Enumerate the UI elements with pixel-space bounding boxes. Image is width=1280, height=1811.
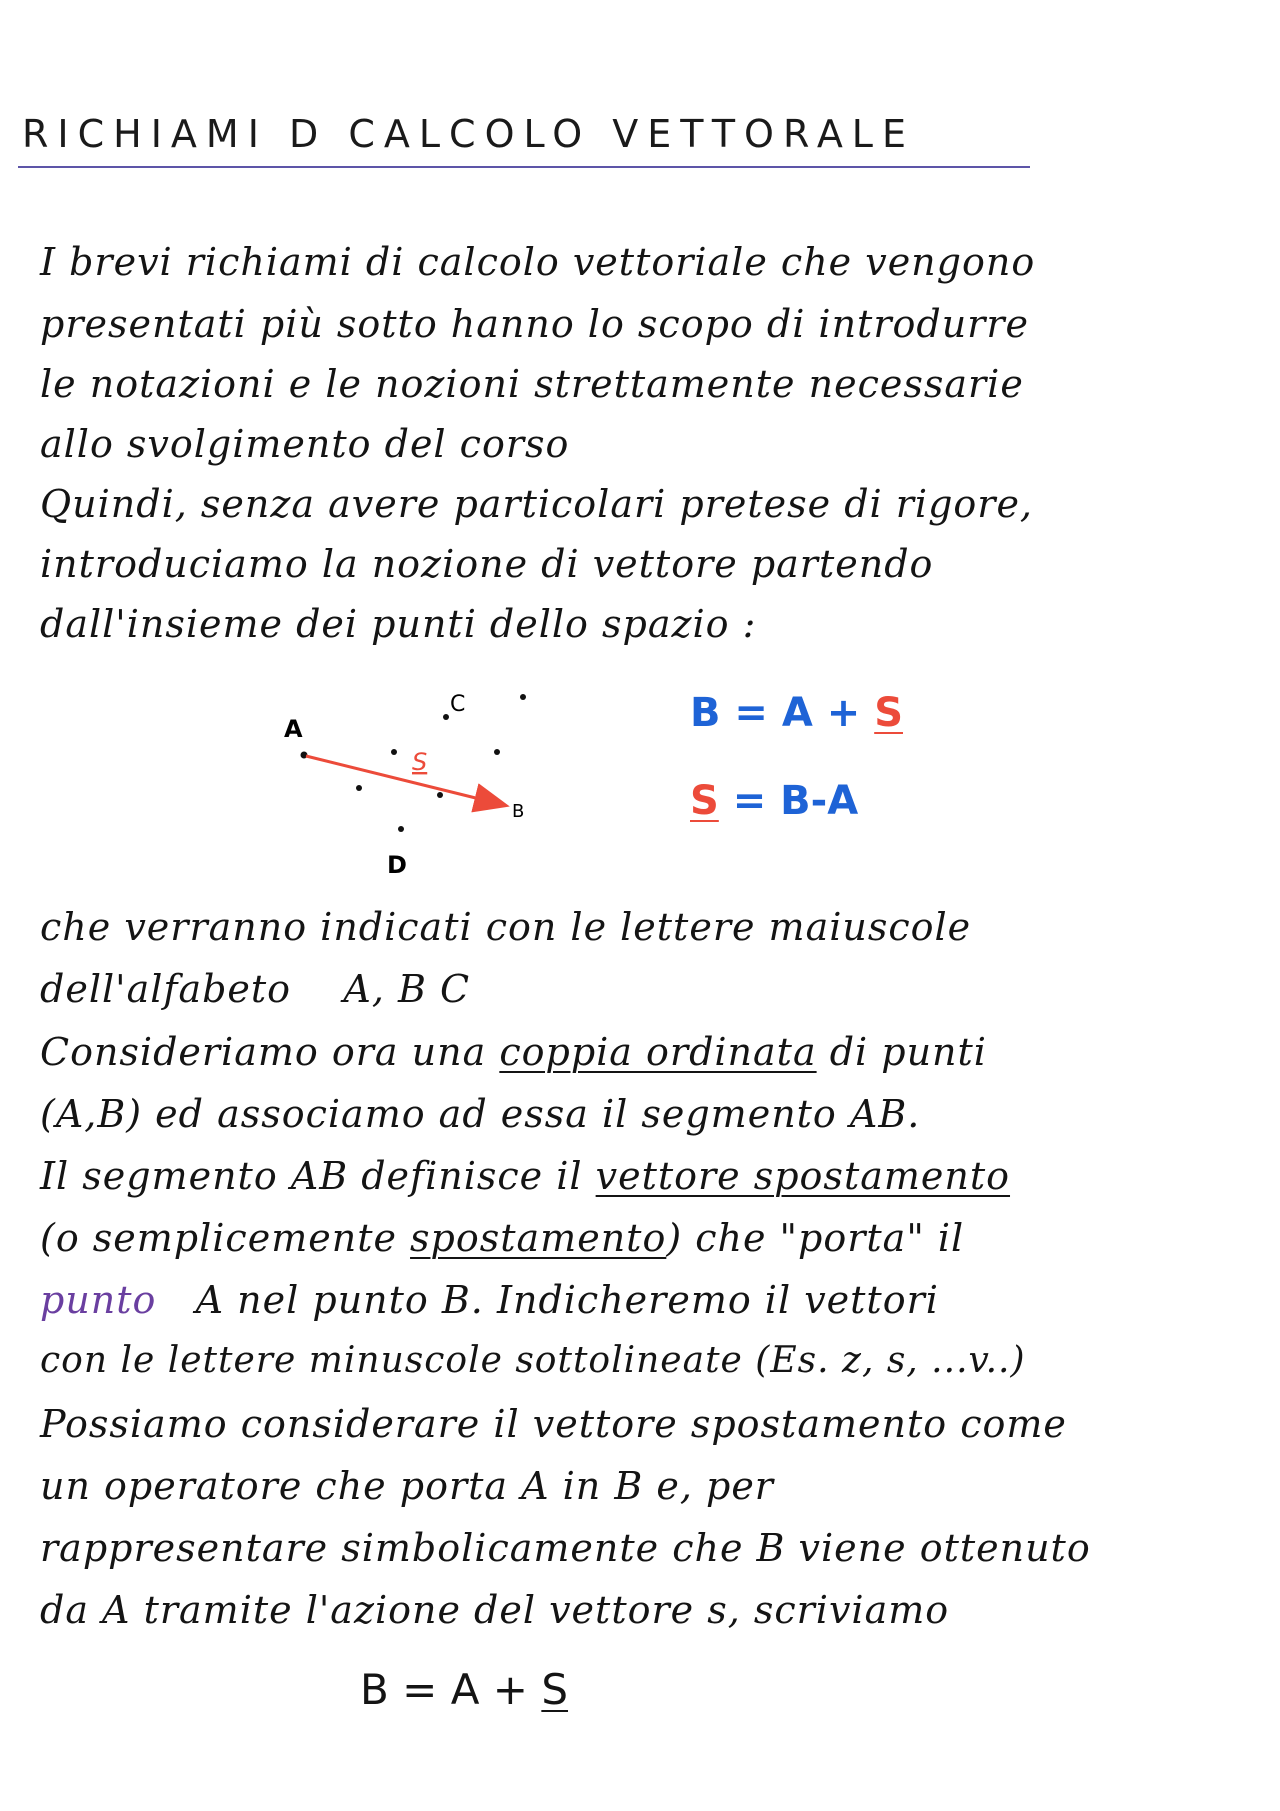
equation-b-equals <box>690 690 903 736</box>
eq2-vector: S <box>690 778 719 824</box>
text-line: dell'alfabeto A, B C <box>40 967 471 1011</box>
point-b-label: B <box>512 801 525 822</box>
point-d-dot <box>398 826 404 832</box>
text-segment: Consideriamo ora una <box>40 1030 500 1074</box>
underlined-term: spostamento <box>410 1216 667 1260</box>
vector-diagram-svg <box>260 665 560 885</box>
text-segment: (o semplicemente <box>40 1216 411 1260</box>
point-dot <box>437 792 443 798</box>
final-eq-lhs: B = A + <box>360 1665 542 1714</box>
eq1-vector: S <box>874 690 903 736</box>
underlined-term: coppia ordinata <box>499 1030 817 1074</box>
text-segment: ) che "porta" il <box>666 1216 965 1260</box>
vector-s-label: S <box>412 748 428 776</box>
point-c-label: C <box>450 692 466 717</box>
text-line: allo svolgimento del corso <box>40 422 570 466</box>
text-line: le notazioni e le nozioni strettamente necessarie <box>40 362 1024 406</box>
text-line: da A tramite l'azione del vettore s, scriviamo <box>40 1588 950 1632</box>
text-line: (A,B) ed associamo ad essa il segmento AB. <box>40 1092 921 1136</box>
point-c-dot <box>443 714 449 720</box>
points-diagram <box>260 665 560 889</box>
text-line: Quindi, senza avere particolari pretese di rigore, <box>40 482 1034 526</box>
underlined-term: vettore spostamento <box>595 1154 1011 1198</box>
text-line <box>40 1216 964 1260</box>
text-segment: Il segmento AB definisce il <box>40 1154 596 1198</box>
point-d-label: D <box>387 851 407 879</box>
text-line: introduciamo la nozione di vettore partendo <box>40 542 934 586</box>
text-line: I brevi richiami di calcolo vettoriale che vengono <box>40 240 1036 284</box>
text-line: rappresentare simbolicamente che B viene ottenuto <box>40 1526 1091 1570</box>
text-line <box>40 1154 1010 1198</box>
text-line: presentati più sotto hanno lo scopo di introdurre <box>40 302 1029 346</box>
point-dot <box>520 694 526 700</box>
point-dot <box>356 785 362 791</box>
text-line <box>40 1030 987 1074</box>
eq2-rhs: = B-A <box>718 778 859 824</box>
point-dot <box>391 749 397 755</box>
text-line: che verranno indicati con le lettere maiuscole <box>40 905 972 949</box>
text-line: un operatore che porta A in B e, per <box>40 1464 774 1508</box>
page-title: RICHIAMI D CALCOLO VETTORALE <box>22 112 915 156</box>
text-line: con le lettere minuscole sottolineate (Es. z, s, ...v..) <box>40 1340 1026 1381</box>
final-equation <box>360 1665 568 1714</box>
title-underline <box>18 166 1030 168</box>
text-line: Possiamo considerare il vettore spostamento come <box>40 1402 1067 1446</box>
vector-s-arrow <box>306 756 504 805</box>
purple-word: punto <box>40 1278 157 1322</box>
text-line <box>40 1278 939 1322</box>
text-segment: di punti <box>816 1030 987 1074</box>
point-dot <box>494 749 500 755</box>
eq1-lhs: B = A + <box>690 690 875 736</box>
text-segment: A nel punto B. Indicheremo il vettori <box>156 1278 939 1322</box>
equation-s-equals <box>690 778 858 824</box>
text-line: dall'insieme dei punti dello spazio : <box>40 602 757 646</box>
final-eq-vector: S <box>541 1665 569 1714</box>
point-a-label: A <box>284 715 303 743</box>
